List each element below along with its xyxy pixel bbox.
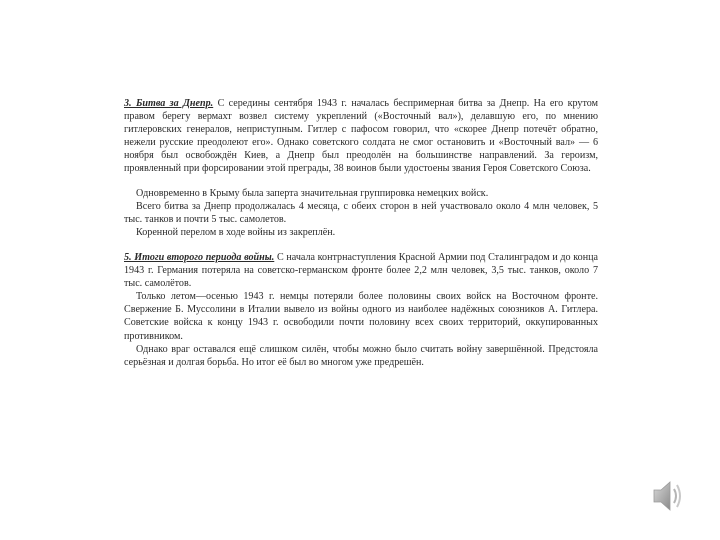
paragraph: Коренной перелом в ходе войны из закреплён.	[136, 226, 336, 238]
paragraph: Одновременно в Крыму была заперта значительная группировка немецких войск.	[136, 187, 489, 199]
paragraph-text: С середины сентября 1943 г. началась беспримерная битва за Днепр. На его крутом правом берегу вермахт возвел систему укреплений («Восточный вал»), делавшую его, по мнению гитлеровских генералов, неприступным. Гитлер с пафосом говорил, что «скорее Днепр потечёт обратно, нежели русские преодолеют его». Однако советского солдата не смог остановить и «Восточный вал» — 6 ноября был освобождён Киев, а Днепр был преодолён на большинстве направлений. За героизм, проявленный при форсировании этой преграды, 38 воинов были удостоены звания Героя Советского Союза.	[124, 98, 598, 175]
speaker-icon[interactable]	[651, 476, 685, 516]
paragraph: Только летом—осенью 1943 г. немцы потеряли более половины своих войск на Восточном фронте. Свержение Б. Муссолини в Италии вывело из войны одного из наиболее надёжных союзников А. Гитлера. Советские войска к концу 1943 г. освободили почти половину всех своих территорий, оккупированных противником.	[124, 291, 598, 342]
document-page	[124, 97, 598, 369]
section-heading: 5. Итоги второго периода войны.	[124, 251, 275, 263]
paragraph	[124, 97, 598, 176]
paragraph: Однако враг оставался ещё слишком силён, чтобы можно было считать войну завершённой. Предстояла серьёзная и долгая борьба. Но итог её был во многом уже предрешён.	[124, 343, 598, 368]
paragraph-text: С начала контрнаступления Красной Армии под Сталинградом и до конца 1943 г. Германия потеряла на советско-германском фронте более 2,2 млн человек, 3,5 тыс. танков, около 7 тыс. самолётов.	[124, 251, 599, 290]
paragraph: Всего битва за Днепр продолжалась 4 месяца, с обеих сторон в ней участвовало около 4 млн человек, 5 тыс. танков и почти 5 тыс. самолетов.	[124, 200, 598, 225]
section-battle-dnieper	[124, 97, 598, 239]
section-results-second-period	[124, 251, 598, 369]
paragraph	[124, 251, 598, 290]
section-heading: 3. Битва за Днепр.	[124, 98, 214, 109]
